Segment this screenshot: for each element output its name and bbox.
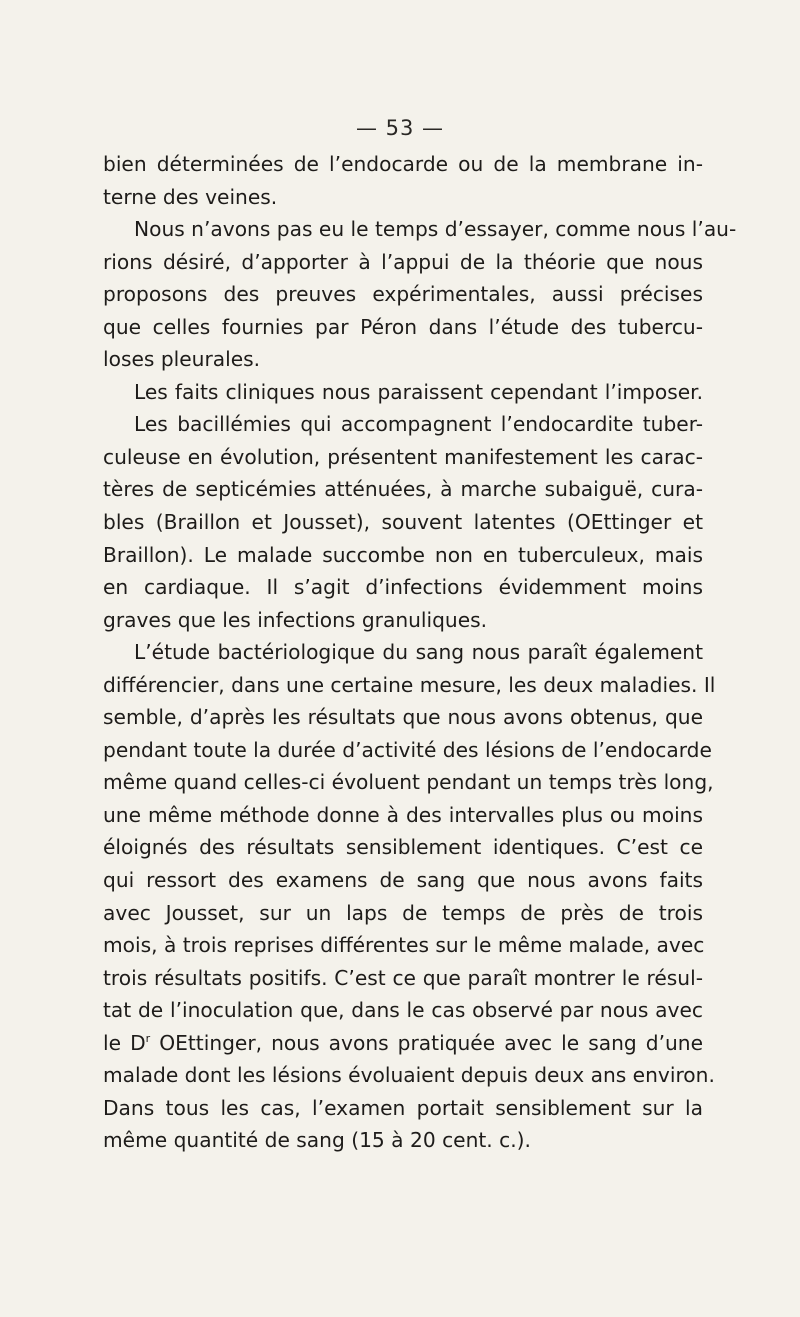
text-line: même quantité de sang (15 à 20 cent. c.). (103, 1128, 531, 1153)
text-line: bles (Braillon et Jousset), souvent latentes (OEttinger et (103, 510, 703, 535)
text-line: une même méthode donne à des intervalles plus ou moins (103, 802, 703, 827)
doctor-title-superscript: r (145, 1031, 151, 1045)
text-line-rest: OEttinger, nous avons pratiquée avec le sang d’une (159, 1030, 703, 1055)
text-line: avec Jousset, sur un laps de temps de près de trois (103, 900, 703, 925)
text-line: L’étude bactériologique du sang nous paraît également (134, 640, 703, 665)
text-line: Les faits cliniques nous paraissent cependant l’imposer. (134, 379, 703, 404)
text-line: Nous n’avons pas eu le temps d’essayer, comme nous l’au- (134, 217, 737, 242)
text-line: loses pleurales. (103, 347, 261, 372)
text-line: pendant toute la durée d’activité des lésions de l’endocarde (103, 737, 712, 762)
text-line: éloignés des résultats sensiblement identiques. C’est ce (103, 835, 703, 860)
text-line: Dans tous les cas, l’examen portait sensiblement sur la (103, 1095, 703, 1120)
text-line: tères de septicémies atténuées, à marche subaiguë, cura- (103, 477, 703, 502)
text-line: bien déterminées de l’endocarde ou de la membrane in- (103, 152, 703, 176)
text-line: graves que les infections granuliques. (103, 607, 488, 632)
text-line: culeuse en évolution, présentent manifestement les carac- (103, 444, 703, 469)
text-line: Les bacillémies qui accompagnent l’endocardite tuber- (134, 412, 703, 437)
text-line: en cardiaque. Il s’agit d’infections évidemment moins (103, 575, 703, 600)
text-line: proposons des preuves expérimentales, aussi précises (103, 282, 703, 307)
text-line: trois résultats positifs. C’est ce que paraît montrer le résul- (103, 965, 703, 990)
text-line: même quand celles-ci évoluent pendant un temps très long, (103, 770, 714, 795)
text-line: semble, d’après les résultats que nous avons obtenus, que (103, 705, 703, 730)
text-line: tat de l’inoculation que, dans le cas observé par nous avec (103, 998, 703, 1023)
text-line: rions désiré, d’apporter à l’appui de la théorie que nous (103, 249, 703, 274)
text-line: que celles fournies par Péron dans l’étude des tubercu- (103, 314, 703, 339)
text-line: malade dont les lésions évoluaient depuis deux ans environ. (103, 1063, 715, 1088)
text-line: mois, à trois reprises différentes sur le même malade, avec (103, 933, 705, 958)
text-line-with-title (103, 1027, 703, 1060)
text-line: terne des veines. (103, 184, 278, 209)
text-line: différencier, dans une certaine mesure, les deux maladies. Il (103, 672, 716, 697)
text-line: qui ressort des examens de sang que nous avons faits (103, 868, 703, 893)
doctor-title: le D (103, 1030, 146, 1055)
body-text (103, 148, 737, 1157)
text-line: Braillon). Le malade succombe non en tuberculeux, mais (103, 542, 703, 567)
page-number: — 53 — (355, 116, 445, 140)
